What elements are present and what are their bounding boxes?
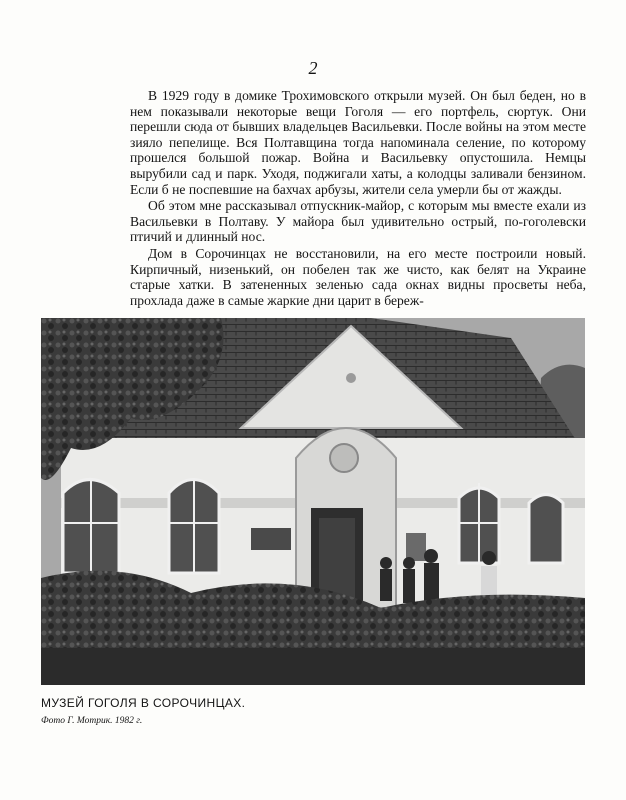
paragraph: Дом в Сорочинцах не восстановили, на его месте построили новый. Кирпичный, низенький, он побелен так же чисто, как белят на Украине старые хатки. В затененных зеленью сада окнах видны просветы неба, прохлада даже в самые жаркие дни царит в береж- [130, 245, 586, 308]
paragraph: В 1929 году в домике Трохимовского открыли музей. Он был беден, но в нем показывали некоторые вещи Гоголя — его портфель, сюртук. Они перешли сюда от бывших владельцев Васильевки. После войны на этом месте зияло пепелище. Вся Полтавщина тогда напоминала селение, по которому прошелся большой пожар. Война и Васильевку опустошила. Немцы вырубили сад и парк. Уходя, поджигали хаты, а колодцы заливали бензином. Если б не поспевшие на бахчах арбузы, жители села умерли бы от жажды. [130, 88, 586, 197]
photo-credit: Фото Г. Мотрик. 1982 г. [41, 716, 143, 726]
page-number: 2 [308, 58, 318, 78]
portrait-medallion [330, 444, 358, 472]
body-text [130, 88, 586, 308]
museum-photo [41, 318, 585, 685]
figure-caption: МУЗЕЙ ГОГОЛЯ В СОРОЧИНЦАХ. [41, 696, 246, 710]
paragraph: Об этом мне рассказывал отпускник-майор, с которым мы вместе ехали из Васильевки в Полтаву. У майора был удивительно острый, по-гоголевски птичий и длинный нос. [130, 198, 586, 245]
